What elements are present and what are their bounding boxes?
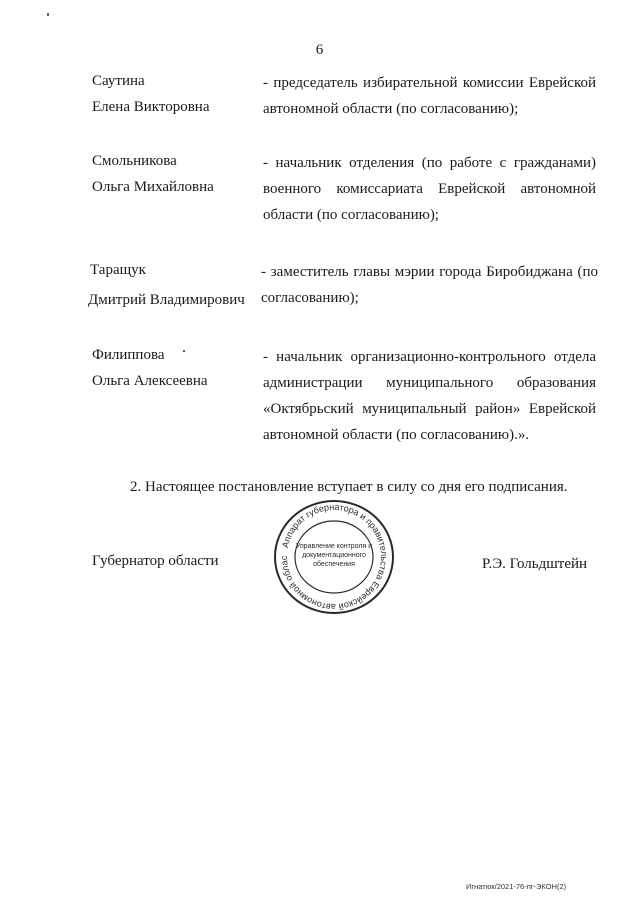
seal-center-line-1: Управление контроля и xyxy=(295,543,373,550)
member-role: - начальник отделения (по работе с гражданами) военного комиссариата Еврейской автономной области (по согласованию); xyxy=(263,155,596,223)
member-role: - заместитель главы мэрии города Биробиджана (по согласованию); xyxy=(261,264,598,306)
member-given-names: Ольга Михайловна xyxy=(92,179,214,195)
footer-reference: Игнатюк/2021-76-пг-ЭКОН(2) xyxy=(466,882,567,891)
member-given-names: Дмитрий Владимирович xyxy=(88,292,245,308)
seal-ring-text: Аппарат губернатора и правительства Еврейской автономной облас xyxy=(278,501,390,613)
member-given-names: Ольга Алексеевна xyxy=(92,373,208,389)
member-surname: Таращук xyxy=(90,262,146,278)
signature-name: Р.Э. Гольдштейн xyxy=(482,556,588,572)
seal-center-line-3: обеспечения xyxy=(313,561,355,568)
seal-center-line-2: документационного xyxy=(302,552,366,559)
member-given-names: Елена Викторовна xyxy=(92,99,210,115)
official-seal xyxy=(272,498,396,616)
signature-title: Губернатор области xyxy=(92,553,219,569)
clause-2: 2. Настоящее постановление вступает в силу со дня его подписания. xyxy=(130,479,568,495)
member-role: - председатель избирательной комиссии Еврейской автономной области (по согласованию); xyxy=(263,75,596,117)
scan-speck xyxy=(47,13,49,16)
member-role: - начальник организационно-контрольного отдела администрации муниципального образования «Октябрьский муниципальный район» Еврейской автономной области (по согласованию).». xyxy=(263,349,596,443)
member-surname: Саутина xyxy=(92,73,145,89)
page-number: 6 xyxy=(315,42,324,58)
member-surname: Филиппова xyxy=(92,347,165,363)
member-surname: Смольникова xyxy=(92,153,177,169)
scan-speck xyxy=(183,350,185,352)
